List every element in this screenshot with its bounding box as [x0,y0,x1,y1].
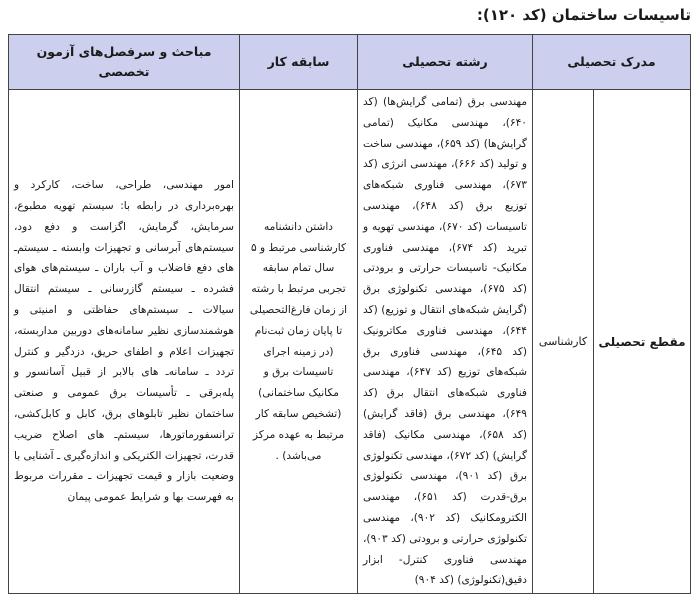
field-value: مهندسی برق (تمامی گرایش‌ها) (کد ۶۴۰)، مهندسی مکانیک (تمامی گرایش‌ها) (کد ۶۵۹)، مهندسی ساخت و تولید (کد ۶۶۶)، مهندسی انرژی (کد ۶۷۳)، مهندسی فناوری شبکه‌های توزیع برق (کد ۶۴۸)، مهندسی تاسیسات (کد ۶۷۰)، مهندسی تهویه و تبرید (کد ۶۷۴)، مهندسی فناوری مکانیک- تاسیسات حرارتی و برودتی (کد ۶۷۵)، مهندسی تکنولوژی برق (گرایش شبکه‌های انتقال و توزیع) (کد ۶۴۴)، مهندسی فناوری مکاترونیک (کد ۶۴۵)، مهندسی فناوری برق شبکه‌های توزیع (کد ۶۴۷)، مهندسی فناوری شبکه‌های انتقال برق (کد ۶۴۹)، مهندسی برق (فاقد گرایش) (کد ۶۵۸)، مهندسی مکانیک (فاقد گرایش) (کد ۶۷۲)، مهندسی تکنولوژی برق (کد ۹۰۱)، مهندسی تکنولوژی برق-قدرت (کد ۶۵۱)، مهندسی الکترومکانیک (کد ۹۰۲)، مهندسی تکنولوژی حرارتی و برودتی (کد ۹۰۳)، مهندسی فناوری کنترل- ابزار دقیق(تکنولوژی) (کد ۹۰۴) [363,96,528,587]
header-field: رشته تحصیلی [358,35,533,90]
requirements-table [8,34,691,594]
header-topics: مباحث و سرفصل‌های آزمون تخصصی [9,35,240,90]
header-degree: مدرک تحصیلی [533,35,691,90]
header-experience: سابقه کار [240,35,358,90]
page-title: تاسیسات ساختمان (کد ۱۲۰): [476,6,691,24]
row-label: مقطع تحصیلی [594,90,691,594]
topics-value: امور مهندسی، طراحی، ساخت، کارکرد و بهره‌برداری در رابطه با: سیستم تهویه مطبوع، سرمایش، گرمایش، اگزاست و دفع دود، سیستم‌های آبرسانی و تجهیزات وابسته ـ سیستم‌ـ های دفع فاضلاب و آب باران ـ سیستم‌های هوای فشرده ـ سیستم گازرسانی ـ سیستم انتقال سیالات ـ سیستم‌های حفاظتی و امنیتی و هوشمندسازی نظیر سامانه‌های دوربین مداربسته، تجهیزات اعلام و اطفای حریق، دزدگیر و کنترل تردد ـ سامانه‌ـ های بالابر از قبیل آسانسور و پله‌برقی ـ تأسیسات برق عمومی و صنعتی ساختمان نظیر تابلوهای برق، کابل و کابل‌کشی، ترانسفورماتورها، سیستم‌ـ های اصلاح ضریب قدرت، تجهیزات الکتریکی و اندازه‌گیری ـ آشنایی با وضعیت بازار و قیمت تجهیزات ـ مقررات مربوط به فهرست بها و شرایط عمومی پیمان [14,179,234,504]
field-cell [358,90,533,594]
table-row [9,90,691,594]
topics-cell [9,90,240,594]
table-header-row [9,35,691,90]
degree-value: کارشناسی [533,90,594,594]
experience-value: داشتن دانشنامه کارشناسی مرتبط و ۵ سال تمام سابقه تجربی مرتبط با رشته از زمان فارغ‌التحصیلی تا پایان زمان ثبت‌نام (در زمینه اجرای تاسیسات برق و مکانیک ساختمانی) (تشخیص سابقه کار مرتبط به عهده مرکز می‌باشد) . [249,220,348,462]
experience-cell [240,90,358,594]
